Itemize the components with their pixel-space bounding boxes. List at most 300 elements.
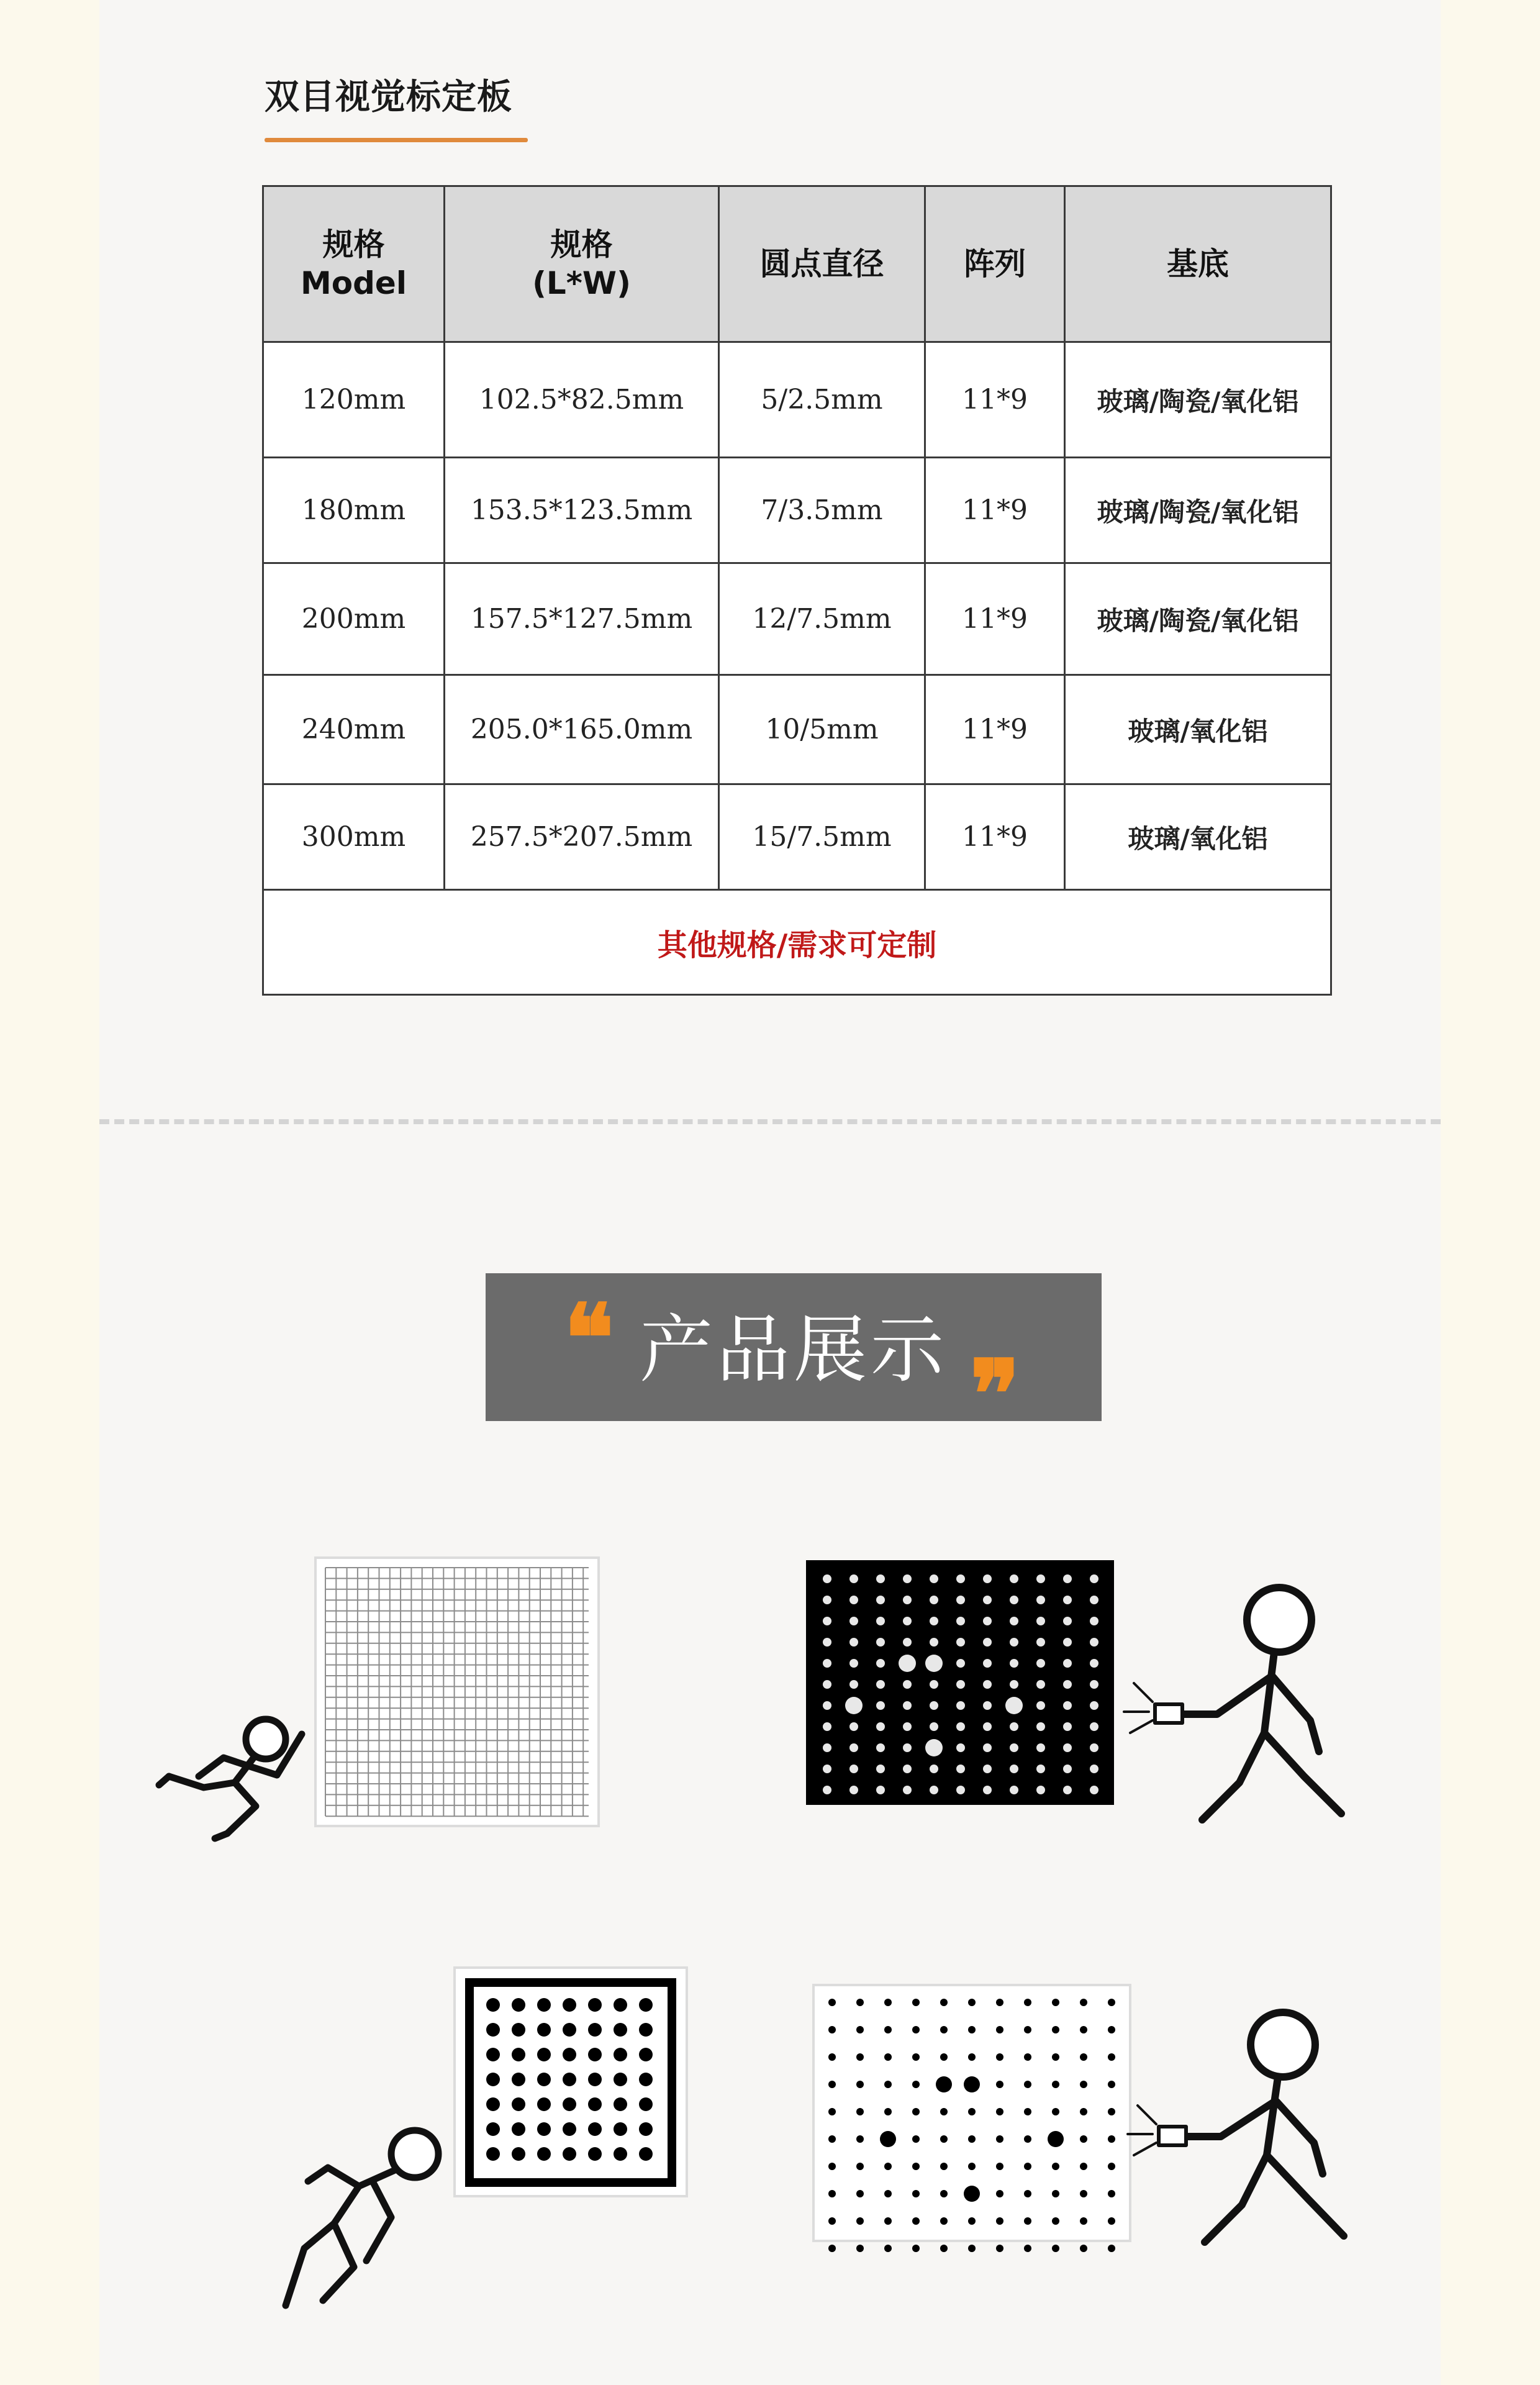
dot: [1024, 2026, 1031, 2033]
dot: [876, 1680, 885, 1689]
dot: [1052, 2217, 1059, 2225]
dot: [512, 2147, 525, 2161]
dot: [884, 2190, 892, 2197]
dot: [956, 1638, 965, 1647]
dot: [884, 2053, 892, 2061]
dot: [876, 1701, 885, 1710]
dot: [856, 2053, 864, 2061]
dot: [956, 1701, 965, 1710]
dot: [940, 1999, 948, 2006]
dot: [1080, 2135, 1087, 2143]
custom-spec-note: 其他规格/需求可定制: [263, 890, 1331, 995]
dot: [912, 2163, 920, 2170]
dot: [1108, 2217, 1115, 2225]
dot: [912, 2217, 920, 2225]
marker-dot: [845, 1697, 863, 1714]
close-quote-icon: ❞: [970, 1340, 1020, 1449]
dot: [486, 2048, 500, 2061]
dot: [823, 1574, 831, 1583]
dot: [537, 2048, 551, 2061]
dot: [486, 2073, 500, 2086]
cell-dot-diameter: 12/7.5mm: [719, 563, 925, 675]
dot: [1063, 1638, 1072, 1647]
dot: [614, 2122, 627, 2136]
dot: [968, 2108, 976, 2115]
dot: [1063, 1743, 1072, 1752]
dot: [823, 1638, 831, 1647]
dot: [1024, 2163, 1031, 2170]
dot: [930, 1786, 938, 1794]
dot: [940, 2135, 948, 2143]
dot: [903, 1743, 912, 1752]
dot: [588, 2122, 602, 2136]
dot: [1052, 2190, 1059, 2197]
product-illustrations: [99, 0, 1441, 2385]
dot: [563, 2048, 576, 2061]
dot: [1063, 1617, 1072, 1625]
dot: [856, 2108, 864, 2115]
dot: [1052, 1999, 1059, 2006]
cell-size: 157.5*127.5mm: [445, 563, 719, 675]
dot: [1063, 1786, 1072, 1794]
dot: [828, 2135, 836, 2143]
cell-array: 11*9: [925, 458, 1065, 563]
dot: [912, 2026, 920, 2033]
marker-dot: [964, 2076, 980, 2092]
dot: [1036, 1722, 1045, 1731]
dot: [1052, 2163, 1059, 2170]
dot: [968, 2026, 976, 2033]
open-quote-icon: ❝: [564, 1284, 614, 1393]
dot: [884, 2163, 892, 2170]
dot: [1036, 1743, 1045, 1752]
dot: [486, 2097, 500, 2111]
dot: [537, 2023, 551, 2037]
dot: [930, 1701, 938, 1710]
dot: [983, 1638, 992, 1647]
dot: [1063, 1574, 1072, 1583]
header-model: 规格 Model: [263, 186, 445, 342]
dot: [996, 2245, 1003, 2252]
dot: [968, 2217, 976, 2225]
dot: [996, 2217, 1003, 2225]
dot: [996, 2190, 1003, 2197]
dot: [849, 1638, 858, 1647]
dot: [486, 2023, 500, 2037]
dot: [639, 2048, 653, 2061]
dot: [983, 1659, 992, 1668]
dot: [983, 1596, 992, 1604]
dot: [1063, 1680, 1072, 1689]
dot: [956, 1680, 965, 1689]
dot: [1010, 1638, 1018, 1647]
dot: [983, 1765, 992, 1773]
dot: [856, 1999, 864, 2006]
cell-dot-diameter: 7/3.5mm: [719, 458, 925, 563]
dot: [828, 2217, 836, 2225]
dot: [1036, 1574, 1045, 1583]
dot: [828, 2245, 836, 2252]
dot: [983, 1722, 992, 1731]
cell-substrate: 玻璃/陶瓷/氧化铝: [1065, 342, 1331, 458]
marker-dot: [1048, 2131, 1064, 2147]
marker-dot: [899, 1655, 916, 1672]
dot: [956, 1722, 965, 1731]
dot: [614, 2023, 627, 2037]
dot: [930, 1680, 938, 1689]
dot: [588, 2048, 602, 2061]
dot: [856, 2245, 864, 2252]
dot: [983, 1786, 992, 1794]
dot: [849, 1574, 858, 1583]
dot: [940, 2053, 948, 2061]
section-title: 双目视觉标定板: [265, 77, 512, 117]
dot: [1090, 1786, 1098, 1794]
dot: [1090, 1680, 1098, 1689]
dot: [823, 1786, 831, 1794]
dot: [828, 2108, 836, 2115]
dot: [1036, 1765, 1045, 1773]
dot: [1108, 2163, 1115, 2170]
cell-model: 200mm: [263, 563, 445, 675]
dot: [1036, 1680, 1045, 1689]
dot: [930, 1765, 938, 1773]
dot: [903, 1680, 912, 1689]
cell-array: 11*9: [925, 342, 1065, 458]
dot: [940, 2108, 948, 2115]
dot: [1036, 1638, 1045, 1647]
dot: [1063, 1596, 1072, 1604]
dot: [856, 2026, 864, 2033]
dot: [903, 1617, 912, 1625]
dot: [956, 1786, 965, 1794]
cell-array: 11*9: [925, 563, 1065, 675]
dot: [1010, 1680, 1018, 1689]
dot: [639, 2023, 653, 2037]
dot: [512, 1998, 525, 2012]
dot: [876, 1596, 885, 1604]
dot: [1010, 1574, 1018, 1583]
dot: [823, 1722, 831, 1731]
dot: [1090, 1574, 1098, 1583]
cell-model: 120mm: [263, 342, 445, 458]
dot: [639, 2073, 653, 2086]
dot: [968, 1999, 976, 2006]
stick-figure-with-flashlight-bottom: [1128, 2012, 1344, 2242]
cell-size: 257.5*207.5mm: [445, 784, 719, 890]
dot: [1024, 2245, 1031, 2252]
dot: [849, 1722, 858, 1731]
dot: [996, 2081, 1003, 2088]
cell-substrate: 玻璃/陶瓷/氧化铝: [1065, 458, 1331, 563]
dot: [828, 2190, 836, 2197]
dot: [1080, 2245, 1087, 2252]
dot: [823, 1743, 831, 1752]
dot: [1108, 2026, 1115, 2033]
dot: [996, 2053, 1003, 2061]
dot: [1080, 2081, 1087, 2088]
dot: [849, 1743, 858, 1752]
dot: [563, 2073, 576, 2086]
banner-title: 产品展示: [640, 1307, 948, 1392]
dot: [537, 2097, 551, 2111]
dot: [1090, 1659, 1098, 1668]
cell-size: 205.0*165.0mm: [445, 675, 719, 784]
dot: [849, 1765, 858, 1773]
dot: [903, 1722, 912, 1731]
page: [99, 0, 1441, 2385]
dot: [588, 2097, 602, 2111]
marker-dot: [936, 2076, 952, 2092]
dot: [968, 2163, 976, 2170]
dot: [884, 2081, 892, 2088]
dot: [912, 2190, 920, 2197]
cell-size: 153.5*123.5mm: [445, 458, 719, 563]
cell-model: 240mm: [263, 675, 445, 784]
dot: [956, 1765, 965, 1773]
dot: [828, 1999, 836, 2006]
dot: [1024, 2053, 1031, 2061]
dot: [996, 2026, 1003, 2033]
dot: [968, 2245, 976, 2252]
dot: [996, 1999, 1003, 2006]
cell-dot-diameter: 5/2.5mm: [719, 342, 925, 458]
framed-dot-array-plate: [455, 1968, 687, 2196]
dot: [956, 1596, 965, 1604]
dot: [940, 2163, 948, 2170]
dot: [639, 2122, 653, 2136]
dot: [956, 1743, 965, 1752]
dot: [1010, 1743, 1018, 1752]
dot: [956, 1617, 965, 1625]
dot: [823, 1765, 831, 1773]
dot: [1108, 2053, 1115, 2061]
dot: [876, 1659, 885, 1668]
dot: [614, 1998, 627, 2012]
dot: [940, 2026, 948, 2033]
dot: [884, 2026, 892, 2033]
dot: [856, 2190, 864, 2197]
dot: [996, 2163, 1003, 2170]
dot: [823, 1659, 831, 1668]
dot: [930, 1574, 938, 1583]
dot: [1080, 2190, 1087, 2197]
dot: [956, 1574, 965, 1583]
dot: [903, 1574, 912, 1583]
dot: [1090, 1596, 1098, 1604]
dot: [1010, 1722, 1018, 1731]
dot: [983, 1701, 992, 1710]
marker-dot: [964, 2186, 980, 2202]
dot: [1010, 1786, 1018, 1794]
dot: [884, 1999, 892, 2006]
dot: [537, 2122, 551, 2136]
dot: [1052, 2026, 1059, 2033]
dot: [1063, 1765, 1072, 1773]
dot: [876, 1617, 885, 1625]
dot: [639, 2147, 653, 2161]
dot: [996, 2108, 1003, 2115]
dot: [1090, 1722, 1098, 1731]
dot: [486, 1998, 500, 2012]
dot: [983, 1574, 992, 1583]
dot: [1108, 1999, 1115, 2006]
dot: [1063, 1701, 1072, 1710]
checkerboard-grid-plate: [315, 1558, 599, 1826]
dot: [1090, 1743, 1098, 1752]
dot: [588, 2023, 602, 2037]
dot: [968, 2053, 976, 2061]
dot: [876, 1743, 885, 1752]
dot: [1080, 2053, 1087, 2061]
dot: [1036, 1596, 1045, 1604]
cell-array: 11*9: [925, 675, 1065, 784]
dot: [884, 2245, 892, 2252]
dot: [823, 1596, 831, 1604]
dot: [614, 2073, 627, 2086]
dot: [1036, 1786, 1045, 1794]
dot: [876, 1765, 885, 1773]
dot: [940, 2190, 948, 2197]
cell-substrate: 玻璃/氧化铝: [1065, 675, 1331, 784]
dot: [823, 1680, 831, 1689]
dot: [537, 1998, 551, 2012]
dot: [903, 1701, 912, 1710]
dot: [1090, 1638, 1098, 1647]
white-dot-array-plate: [813, 1985, 1130, 2252]
dot: [1090, 1617, 1098, 1625]
dot: [588, 2147, 602, 2161]
dot: [940, 2245, 948, 2252]
dot: [1052, 2081, 1059, 2088]
header-dot-diameter: 圆点直径: [719, 186, 925, 342]
dot: [876, 1574, 885, 1583]
dot: [1024, 2190, 1031, 2197]
cell-substrate: 玻璃/氧化铝: [1065, 784, 1331, 890]
cell-dot-diameter: 10/5mm: [719, 675, 925, 784]
dot: [512, 2097, 525, 2111]
dot: [903, 1765, 912, 1773]
dot: [1024, 2217, 1031, 2225]
dot: [563, 2122, 576, 2136]
dot: [512, 2073, 525, 2086]
dot: [563, 2097, 576, 2111]
dot: [1010, 1659, 1018, 1668]
dot: [856, 2163, 864, 2170]
dot: [1052, 2053, 1059, 2061]
header-substrate: 基底: [1065, 186, 1331, 342]
cell-substrate: 玻璃/陶瓷/氧化铝: [1065, 563, 1331, 675]
dot: [1080, 1999, 1087, 2006]
dot: [849, 1659, 858, 1668]
dot: [1010, 1765, 1018, 1773]
dot: [588, 2073, 602, 2086]
stick-figure-with-flashlight-top: [1124, 1588, 1341, 1820]
dot: [1024, 2081, 1031, 2088]
dot: [828, 2081, 836, 2088]
cell-size: 102.5*82.5mm: [445, 342, 719, 458]
dot: [563, 2023, 576, 2037]
dot: [849, 1680, 858, 1689]
dot: [912, 2081, 920, 2088]
dot: [956, 1659, 965, 1668]
dot: [1052, 2108, 1059, 2115]
dot: [614, 2097, 627, 2111]
dot: [1108, 2108, 1115, 2115]
dot: [823, 1617, 831, 1625]
dot: [912, 2053, 920, 2061]
dot: [1063, 1722, 1072, 1731]
dot: [983, 1743, 992, 1752]
cell-array: 11*9: [925, 784, 1065, 890]
dot: [1036, 1617, 1045, 1625]
dot: [1024, 1999, 1031, 2006]
dot: [1090, 1765, 1098, 1773]
dot: [912, 2245, 920, 2252]
dot: [912, 1999, 920, 2006]
dot: [849, 1596, 858, 1604]
marker-dot: [880, 2131, 896, 2147]
dot: [563, 2147, 576, 2161]
dot: [828, 2026, 836, 2033]
dot: [1024, 2135, 1031, 2143]
stick-figure-running-right: [286, 2130, 438, 2306]
dot: [1052, 2245, 1059, 2252]
dot: [1010, 1596, 1018, 1604]
dot: [1108, 2245, 1115, 2252]
marker-dot: [925, 1655, 943, 1672]
cell-model: 180mm: [263, 458, 445, 563]
dot: [1036, 1659, 1045, 1668]
dot: [588, 1998, 602, 2012]
dot: [876, 1786, 885, 1794]
dot: [876, 1722, 885, 1731]
dot: [903, 1596, 912, 1604]
stick-figure-running-left: [159, 1719, 302, 1838]
dot: [856, 2217, 864, 2225]
dot: [1080, 2026, 1087, 2033]
marker-dot: [925, 1739, 943, 1756]
dot: [912, 2108, 920, 2115]
dot: [856, 2081, 864, 2088]
dot: [1080, 2108, 1087, 2115]
dot: [849, 1617, 858, 1625]
dot: [930, 1617, 938, 1625]
dot: [912, 2135, 920, 2143]
dot: [930, 1596, 938, 1604]
dot: [930, 1638, 938, 1647]
dot: [1010, 1617, 1018, 1625]
dot: [983, 1617, 992, 1625]
dot: [1024, 2108, 1031, 2115]
dot: [639, 2097, 653, 2111]
dot: [996, 2135, 1003, 2143]
dot: [537, 2147, 551, 2161]
dot: [537, 2073, 551, 2086]
dot: [1108, 2190, 1115, 2197]
dot: [884, 2217, 892, 2225]
dot: [486, 2147, 500, 2161]
dot: [1108, 2135, 1115, 2143]
dot: [856, 2135, 864, 2143]
dot: [512, 2048, 525, 2061]
dot: [968, 2135, 976, 2143]
marker-dot: [1005, 1697, 1023, 1714]
dot: [1080, 2217, 1087, 2225]
dot: [1090, 1701, 1098, 1710]
dot: [563, 1998, 576, 2012]
dot: [940, 2217, 948, 2225]
